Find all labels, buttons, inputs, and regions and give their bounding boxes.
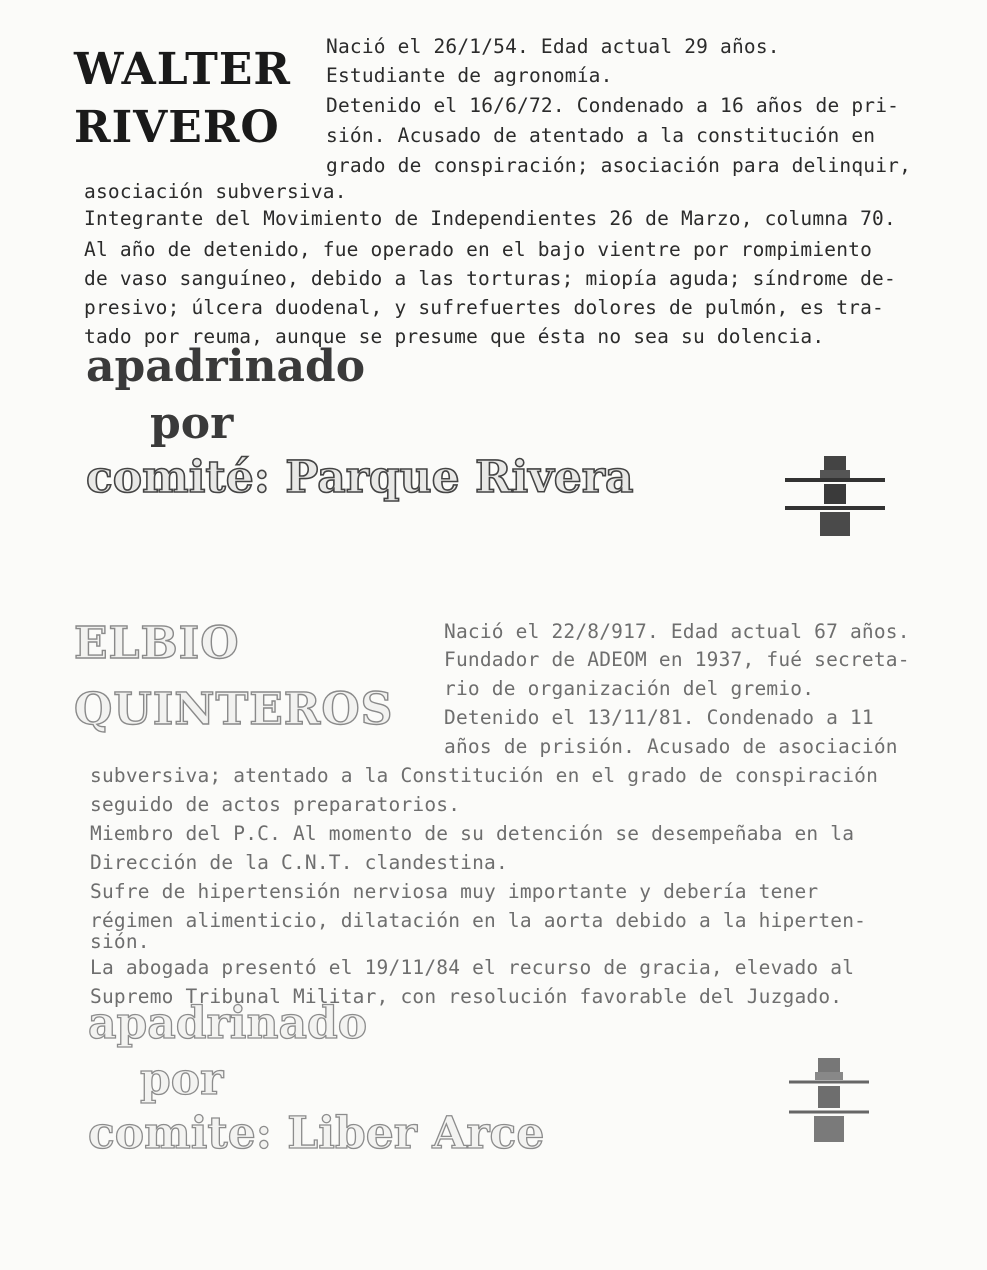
bio-line: Detenido el 16/6/72. Condenado a 16 años de pri- <box>326 94 900 117</box>
bio-line: sión. Acusado de atentado a la constitución en <box>326 124 876 147</box>
bio-line: La abogada presentó el 19/11/84 el recurso de gracia, elevado al <box>90 956 855 979</box>
bio-line: tado por reuma, aunque se presume que ésta no sea su dolencia. <box>84 325 825 348</box>
bio-line: asociación subversiva. <box>84 180 347 203</box>
prisoner-name-first: ELBIO <box>74 618 240 669</box>
sponsor-stamp-label: apadrinado <box>88 998 368 1049</box>
bio-line: de vaso sanguíneo, debido a las torturas; miopía aguda; síndrome de- <box>84 267 896 290</box>
bio-line: Miembro del P.C. Al momento de su detención se desempeñaba en la <box>90 822 855 845</box>
sponsor-committee: comite: Liber Arce <box>88 1108 545 1159</box>
bio-line: rio de organización del gremio. <box>444 677 815 700</box>
bio-line: Detenido el 13/11/81. Condenado a 11 <box>444 706 874 729</box>
bio-line: sión. <box>90 930 150 953</box>
prisoner-name-last: QUINTEROS <box>74 684 394 735</box>
bio-line: subversiva; atentado a la Constitución en el grado de conspiración <box>90 764 879 787</box>
sponsor-stamp-by: por <box>150 398 234 449</box>
bio-line: Estudiante de agronomía. <box>326 64 613 87</box>
bio-line: Nació el 22/8/917. Edad actual 67 años. <box>444 620 910 643</box>
bio-line: grado de conspiración; asociación para delinquir, <box>326 154 912 177</box>
sponsor-stamp-label: apadrinado <box>86 341 366 392</box>
bio-line: régimen alimenticio, dilatación en la aorta debido a la hiperten- <box>90 909 867 932</box>
bio-line: años de prisión. Acusado de asociación <box>444 735 898 758</box>
bio-line: Nació el 26/1/54. Edad actual 29 años. <box>326 35 780 58</box>
prisoner-name-last: RIVERO <box>74 102 280 153</box>
sponsor-stamp-by: por <box>140 1054 224 1105</box>
bio-line: Fundador de ADEOM en 1937, fué secreta- <box>444 648 910 671</box>
bio-line: Integrante del Movimiento de Independientes 26 de Marzo, columna 70. <box>84 207 896 230</box>
organization-emblem-icon <box>780 450 890 550</box>
prisoner-name-first: WALTER <box>74 44 291 95</box>
bio-line: presivo; úlcera duodenal, y sufrefuertes dolores de pulmón, es tra- <box>84 296 884 319</box>
bio-line: Dirección de la C.N.T. clandestina. <box>90 851 508 874</box>
bio-line: Supremo Tribunal Militar, con resolución favorable del Juzgado. <box>90 985 843 1008</box>
bio-line: Al año de detenido, fue operado en el bajo vientre por rompimiento <box>84 238 873 261</box>
sponsor-committee: comité: Parque Rivera <box>86 452 634 503</box>
bio-line: seguido de actos preparatorios. <box>90 793 461 816</box>
bio-line: Sufre de hipertensión nerviosa muy importante y debería tener <box>90 880 819 903</box>
organization-emblem-icon <box>784 1050 874 1150</box>
